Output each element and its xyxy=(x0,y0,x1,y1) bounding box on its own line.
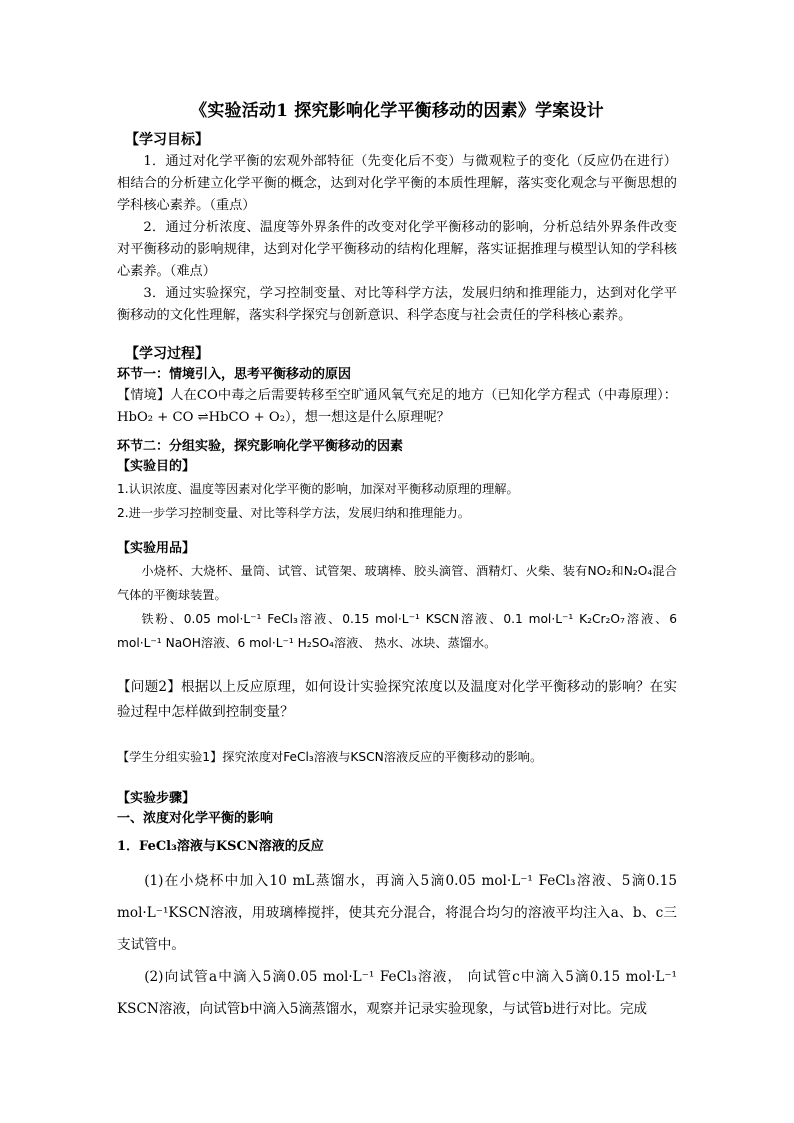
materials-reagents: 铁粉、0.05 mol·L⁻¹ FeCl₃溶液、0.15 mol·L⁻¹ KSCN溶液、0.1 mol·L⁻¹ K₂Cr₂O₇溶液、6 mol·L⁻¹ NaOH溶液、6 mol·L⁻¹ H₂SO₄溶液、 热水、冰块、蒸馏水。 xyxy=(117,612,677,650)
steps-subheading-fecl3-kscn: 1．FeCl₃溶液与KSCN溶液的反应 xyxy=(117,839,324,854)
steps-subheading-concentration: 一、浓度对化学平衡的影响 xyxy=(117,811,274,826)
goals-heading: 【学习目标】 xyxy=(125,132,209,148)
question-2: 【问题2】根据以上反应原理，如何设计实验探究浓度以及温度对化学平衡移动的影响？在实验过程中怎样做到控制变量？ xyxy=(117,679,677,720)
purpose-item-1: 1.认识浓度、温度等因素对化学平衡的影响，加深对平衡移动原理的理解。 xyxy=(117,482,519,496)
stage1-text: 【情境】人在CO中毒之后需要转移至空旷通风氧气充足的地方（已知化学方程式（中毒原理）：HbO₂ + CO ⇌HbCO + O₂），想一想这是什么原理呢？ xyxy=(117,388,677,425)
step-1: (1)在小烧杯中加入10 mL蒸馏水，再滴入5滴0.05 mol·L⁻¹ FeCl₃溶液、5滴0.15 mol·L⁻¹KSCN溶液，用玻璃棒搅拌，使其充分混合，将混合均匀的溶液平均注入a、b、c三支试管中。 xyxy=(117,873,677,953)
process-heading: 【学习过程】 xyxy=(125,346,209,362)
stage1-title: 环节一：情境引入，思考平衡移动的原因 xyxy=(117,367,352,382)
step-2: (2)向试管a中滴入5滴0.05 mol·L⁻¹ FeCl₃溶液， 向试管c中滴入5滴0.15 mol·L⁻¹ KSCN溶液，向试管b中滴入5滴蒸馏水，观察并记录实验现象，与试管b进行对比。完成 xyxy=(117,969,677,1017)
steps-heading: 【实验步骤】 xyxy=(117,791,196,806)
stage2-title: 环节二：分组实验，探究影响化学平衡移动的因素 xyxy=(117,439,404,454)
purpose-item-2: 2.进一步学习控制变量、对比等科学方法，发展归纳和推理能力。 xyxy=(117,506,470,520)
goal-item-3: 3．通过实验探究，学习控制变量、对比等科学方法，发展归纳和推理能力，达到对化学平衡移动的文化性理解，落实科学探究与创新意识、科学态度与社会责任的学科核心素养。 xyxy=(117,286,677,323)
document-page xyxy=(117,90,677,1025)
goal-item-2: 2．通过分析浓度、温度等外界条件的改变对化学平衡移动的影响，分析总结外界条件改变对平衡移动的影响规律，达到对化学平衡移动的结构化理解，落实证据推理与模型认知的学科核心素养。（难点） xyxy=(117,220,677,279)
purpose-heading: 【实验目的】 xyxy=(117,459,196,474)
group-experiment-1: 【学生分组实验1】探究浓度对FeCl₃溶液与KSCN溶液反应的平衡移动的影响。 xyxy=(117,750,543,764)
page-title: 《实验活动1 探究影响化学平衡移动的因素》学案设计 xyxy=(190,101,604,121)
materials-heading: 【实验用品】 xyxy=(117,541,196,556)
materials-instruments: 小烧杯、大烧杯、量筒、试管、试管架、玻璃棒、胶头滴管、酒精灯、火柴、装有NO₂和N₂O₄混合气体的平衡球装置。 xyxy=(117,564,677,602)
goal-item-1: 1．通过对化学平衡的宏观外部特征（先变化后不变）与微观粒子的变化（反应仍在进行）相结合的分析建立化学平衡的概念，达到对化学平衡的本质性理解，落实变化观念与平衡思想的学科核心素养。（重点） xyxy=(117,154,677,213)
